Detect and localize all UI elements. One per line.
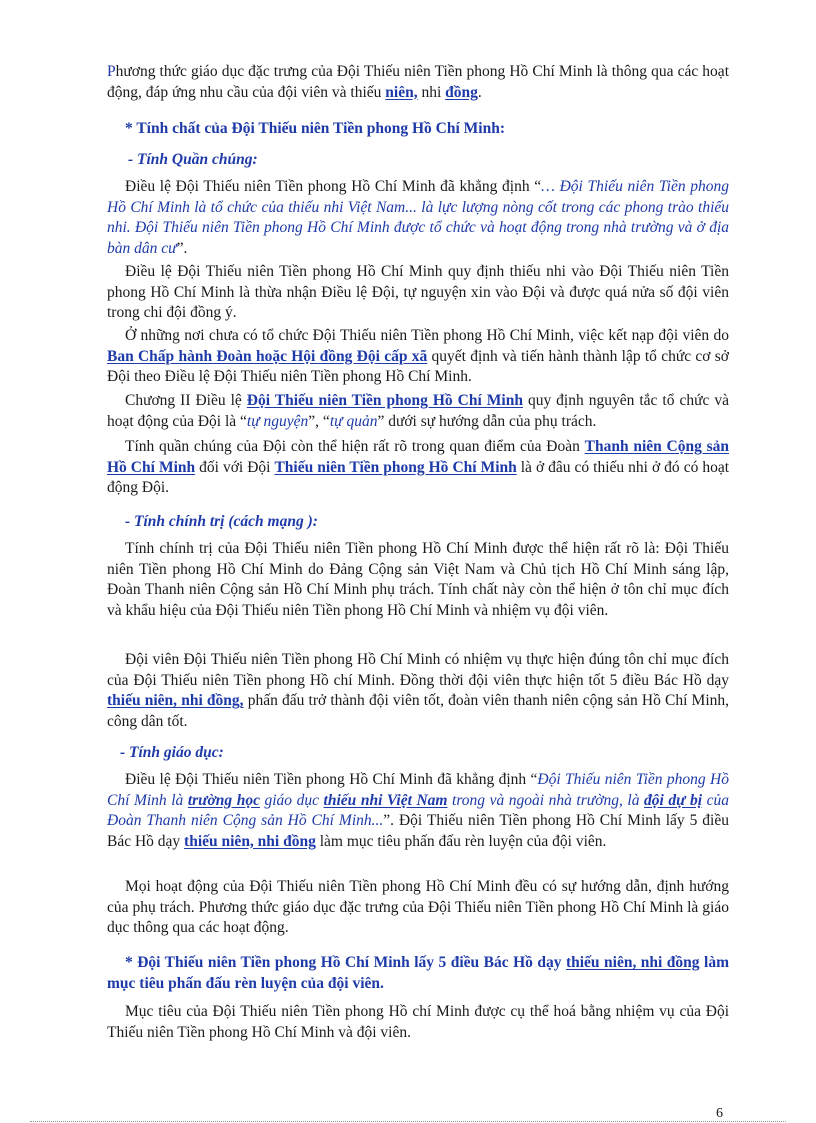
paragraph-giao-duc-1: [107, 770, 729, 852]
text: làm mục tiêu phấn đấu rèn luyện của đội viên.: [107, 954, 730, 992]
text: .: [477, 83, 482, 101]
link-dong[interactable]: đồng: [445, 83, 478, 101]
paragraph-quan-chung-5: [107, 437, 729, 499]
text: quyết định và tiến hành thành lập tổ chức cơ sở Đội theo Điều lệ Đội Thiếu niên Tiền phong Hồ Chí Minh.: [107, 347, 730, 385]
text: ”, “: [308, 412, 330, 430]
text: nhi: [417, 83, 446, 101]
text: Điều lệ Đội Thiếu niên Tiền phong Hồ Chí Minh đã khẳng định “: [125, 178, 542, 195]
text: Đội viên Đội Thiếu niên Tiền phong Hồ Chí Minh có nhiệm vụ thực hiện đúng tôn chỉ mục đích của Đội Thiếu niên Tiền phong Hồ chí Minh. Đồng thời đội viên thực hiện tốt 5 điều Bác Hồ dạy: [107, 651, 729, 689]
paragraph-intro: [107, 62, 729, 103]
paragraph-muc-tieu: Mục tiêu của Đội Thiếu niên Tiền phong Hồ chí Minh được cụ thể hoá bằng nhiệm vụ của Đội Thiếu niên Tiền phong Hồ Chí Minh và đội viên.: [107, 1003, 729, 1041]
heading-tinh-chat: * Tính chất của Đội Thiếu niên Tiền phong Hồ Chí Minh:: [125, 120, 506, 137]
text: hương thức giáo dục đặc trưng của Đội Thiếu niên Tiền phong Hồ Chí Minh là thông qua các hoạt động, đáp ứng nhu cầu của đội viên và thiếu: [107, 63, 729, 101]
link-nien[interactable]: niên,: [385, 83, 418, 101]
text: Tính quần chúng của Đội còn thể hiện rất rõ trong quan điểm của Đoàn: [125, 438, 585, 455]
text: ”. Đội Thiếu niên Tiền phong Hồ Chí Minh lấy 5 điều Bác Hồ dạy: [107, 812, 729, 850]
heading-5-dieu-bac-ho: [107, 953, 729, 994]
text: quy định nguyên tắc tổ chức và hoạt động của Đội là “: [107, 392, 729, 430]
link-doi-du-bi[interactable]: đội dự bị: [644, 791, 703, 809]
text: * Đội Thiếu niên Tiền phong Hồ Chí Minh lấy 5 điều Bác Hồ dạy: [125, 954, 566, 971]
footer-divider: [30, 1121, 786, 1122]
heading-tinh-quan-chung: - Tính Quần chúng:: [128, 151, 258, 168]
paragraph-quan-chung-3: [107, 326, 729, 388]
quote: … Đội Thiếu niên Tiền phong Hồ Chí Minh là tổ chức của thiếu nhi Việt Nam... là lực lượng nòng cốt trong các phong trào thiếu nhi. Đội Thiếu niên Tiền phong Hồ Chí Minh được tổ chức và hoạt động trong nhà trường và ở địa bàn dân cư: [107, 178, 730, 257]
text: đối với Đội: [195, 458, 275, 476]
link-thieu-nien-nhi-dong[interactable]: thiếu niên, nhi đồng: [565, 954, 700, 971]
link-thieu-nien-nhi-dong[interactable]: thiếu niên, nhi đồng: [184, 832, 316, 850]
quote: Đội Thiếu niên Tiền phong Hồ Chí Minh là: [107, 771, 729, 809]
link-thieu-nien-nhi-dong[interactable]: thiếu niên, nhi đồng,: [107, 692, 244, 709]
quote: trong và ngoài nhà trường, là: [447, 791, 645, 809]
text: Ở những nơi chưa có tổ chức Đội Thiếu niên Tiền phong Hồ Chí Minh, việc kết nạp đội viên do: [125, 327, 729, 344]
link-truong-hoc[interactable]: trường học: [187, 791, 260, 809]
paragraph-giao-duc-2: Mọi hoạt động của Đội Thiếu niên Tiền phong Hồ Chí Minh đều có sự hướng dẫn, định hướng của phụ trách. Phương thức giáo dục đặc trưng của Đội Thiếu niên Tiền phong Hồ Chí Minh là giáo dục thông qua các hoạt động.: [107, 878, 729, 936]
text: là ở đâu có thiếu nhi ở đó có hoạt động Đội.: [107, 458, 730, 496]
drop-letter: P: [107, 63, 116, 80]
quote: giáo dục: [259, 791, 324, 809]
paragraph-chinh-tri-2: [107, 650, 729, 732]
text: Chương II Điều lệ: [125, 392, 247, 409]
link-thieu-nhi-viet-nam[interactable]: thiếu nhi Việt Nam: [323, 791, 448, 809]
link-doi-thieu-nien[interactable]: Đội Thiếu niên Tiền phong Hồ Chí Minh: [246, 392, 523, 409]
quote: của Đoàn Thanh niên Cộng sản Hồ Chí Minh...: [107, 791, 729, 829]
link-ban-chap-hanh[interactable]: Ban Chấp hành Đoàn hoặc Hội đồng Đội cấp xã: [107, 347, 428, 365]
paragraph-quan-chung-1: [107, 177, 729, 259]
heading-tinh-chinh-tri: - Tính chính trị (cách mạng ):: [125, 513, 318, 530]
paragraph-quan-chung-2: Điều lệ Đội Thiếu niên Tiền phong Hồ Chí Minh quy định thiếu nhi vào Đội Thiếu niên Tiền phong Hồ Chí Minh là thừa nhận Điều lệ Đội, tự nguyện xin vào Đội và được quá nửa số đội viên trong chi đội đồng ý.: [107, 263, 729, 321]
paragraph-chinh-tri-1: Tính chính trị của Đội Thiếu niên Tiền phong Hồ Chí Minh được thể hiện rất rõ là: Đội Thiếu niên Tiền phong Hồ Chí Minh do Đảng Cộng sản Việt Nam và Chủ tịch Hồ Chí Minh sáng lập, Đoàn Thanh niên Cộng sản Hồ Chí Minh phụ trách. Tính chất này còn thể hiện ở tôn chỉ mục đích và khẩu hiệu của Đội Thiếu niên Tiền phong Hồ Chí Minh và nhiệm vụ đội viên.: [107, 540, 729, 619]
page-number: 6: [716, 1106, 723, 1121]
text: ” dưới sự hướng dẫn của phụ trách.: [377, 412, 597, 430]
heading-tinh-giao-duc: - Tính giáo dục:: [120, 744, 224, 761]
text: phấn đấu trở thành đội viên tốt, đoàn viên thanh niên cộng sản Hồ Chí Minh, công dân tốt.: [107, 692, 729, 730]
text: ”.: [176, 239, 188, 257]
paragraph-quan-chung-4: [107, 391, 729, 432]
text: làm mục tiêu phấn đấu rèn luyện của đội viên.: [315, 832, 607, 850]
italic-term: tự quản: [329, 412, 378, 430]
link-thanh-nien-cong-san[interactable]: Thanh niên Cộng sản Hồ Chí Minh: [107, 438, 729, 476]
italic-term: tự nguyện: [246, 412, 309, 430]
link-thieu-nien-tien-phong[interactable]: Thiếu niên Tiền phong Hồ Chí Minh: [274, 458, 517, 476]
text: Điều lệ Đội Thiếu niên Tiền phong Hồ Chí Minh đã khẳng định “: [125, 771, 538, 788]
